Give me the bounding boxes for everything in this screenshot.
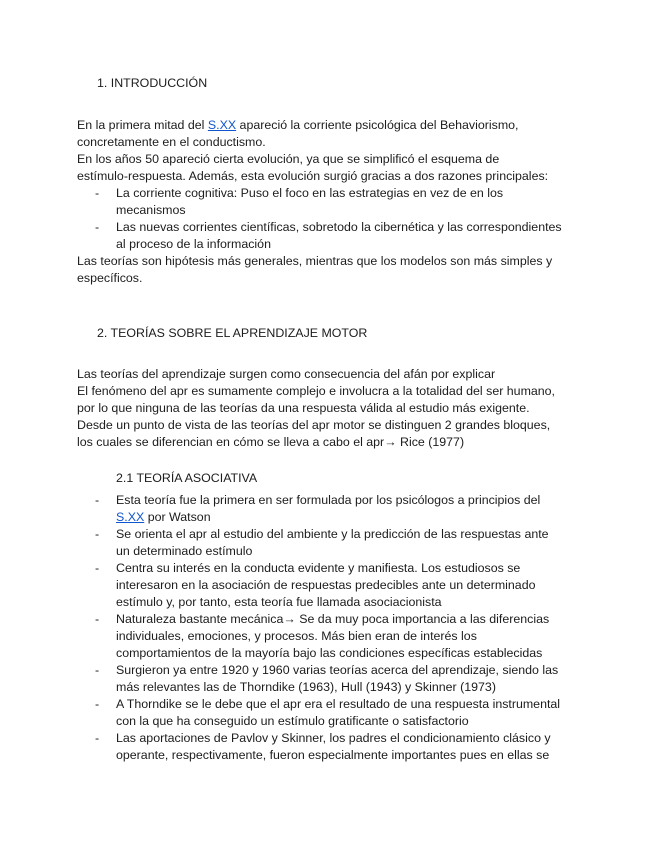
paragraph-line: Desde un punto de vista de las teorías del apr motor se distinguen 2 grandes bloques, xyxy=(77,418,551,432)
bullet-dash: - xyxy=(95,612,100,626)
bullet-text: La corriente cognitiva: Puso el foco en las estrategias en vez de en los xyxy=(116,186,504,200)
bullet-dash: - xyxy=(95,731,100,745)
bullet-dash: - xyxy=(95,493,100,507)
bullet-text: al proceso de la información xyxy=(116,237,271,251)
paragraph-line: Las teorías del aprendizaje surgen como consecuencia del afán por explicar xyxy=(77,367,496,381)
paragraph-line: concretamente en el conductismo. xyxy=(77,135,266,149)
subsection-heading-teoria-asociativa: 2.1 TEORÍA ASOCIATIVA xyxy=(116,471,258,485)
bullet-text: mecanismos xyxy=(116,203,186,217)
bullet-text: Centra su interés en la conducta evidente y manifiesta. Los estudiosos se xyxy=(116,561,521,575)
sxx-link[interactable]: S.XX xyxy=(116,510,145,524)
bullet-text: S.XX por Watson xyxy=(116,510,211,524)
paragraph-line: los cuales se diferencian en cómo se lleva a cabo el apr→ Rice (1977) xyxy=(77,435,465,449)
paragraph-line: específicos. xyxy=(77,271,143,285)
bullet-dash: - xyxy=(95,697,100,711)
paragraph-line: Las teorías son hipótesis más generales, mientras que los modelos son más simples y xyxy=(77,254,553,268)
bullet-text: comportamientos de la mayoría bajo las condiciones específicas establecidas xyxy=(116,646,543,660)
sxx-link[interactable]: S.XX xyxy=(207,118,237,132)
paragraph-line: En los años 50 apareció cierta evolución, ya que se simplificó el esquema de xyxy=(77,152,500,166)
bullet-text: interesaron en la asociación de respuestas predecibles ante un determinado xyxy=(116,578,536,592)
bullet-text: con la que ha conseguido un estímulo gratificante o satisfactorio xyxy=(116,714,469,728)
paragraph-line: El fenómeno del apr es sumamente complejo e involucra a la totalidad del ser humano, xyxy=(77,384,556,398)
bullet-text: Naturaleza bastante mecánica→ Se da muy poca importancia a las diferencias xyxy=(116,612,550,626)
bullet-text: Las nuevas corrientes científicas, sobretodo la cibernética y las correspondientes xyxy=(116,220,562,234)
bullet-text: más relevantes las de Thorndike (1963), Hull (1943) y Skinner (1973) xyxy=(116,680,496,694)
bullet-text: individuales, emociones, y procesos. Más bien eran de interés los xyxy=(116,629,477,643)
bullet-text: Surgieron ya entre 1920 y 1960 varias teorías acerca del aprendizaje, siendo las xyxy=(116,663,559,677)
bullet-text: Esta teoría fue la primera en ser formulada por los psicólogos a principios del xyxy=(116,493,541,507)
section-heading-introduccion: 1. INTRODUCCIÓN xyxy=(97,76,208,90)
bullet-text: Las aportaciones de Pavlov y Skinner, los padres el condicionamiento clásico y xyxy=(116,731,551,745)
paragraph-line: estímulo-respuesta. Además, esta evolución surgió gracias a dos razones principales: xyxy=(77,169,549,183)
paragraph-line: por lo que ninguna de las teorías da una respuesta válida al estudio más exigente. xyxy=(77,401,530,415)
bullet-text: Se orienta el apr al estudio del ambiente y la predicción de las respuestas ante xyxy=(116,527,549,541)
paragraph-line: En la primera mitad del S.XX apareció la corriente psicológica del Behaviorismo, xyxy=(77,118,519,132)
bullet-dash: - xyxy=(95,527,100,541)
bullet-text: A Thorndike se le debe que el apr era el resultado de una respuesta instrumental xyxy=(116,697,561,711)
bullet-text: operante, respectivamente, fueron especialmente importantes pues en ellas se xyxy=(116,748,550,762)
bullet-dash: - xyxy=(95,561,100,575)
bullet-dash: - xyxy=(95,220,100,234)
section-heading-teorias: 2. TEORÍAS SOBRE EL APRENDIZAJE MOTOR xyxy=(97,326,368,340)
bullet-text: un determinado estímulo xyxy=(116,544,253,558)
bullet-text: estímulo y, por tanto, esta teoría fue llamada asociacionista xyxy=(116,595,442,609)
bullet-dash: - xyxy=(95,186,100,200)
bullet-dash: - xyxy=(95,663,100,677)
